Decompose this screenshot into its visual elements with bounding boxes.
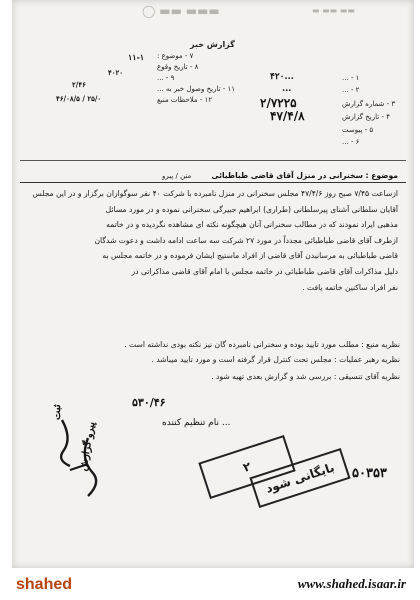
signature-line: نام تنظیم کننده ...	[162, 418, 231, 428]
archive-stamp: بایگانی شود	[249, 448, 350, 508]
document-page	[12, 0, 414, 568]
header-left-row: ۱۱ - تاریخ وصول خبر به ...	[157, 85, 236, 93]
header-right-value: ۴۲۰...	[270, 72, 294, 82]
report-date: ۴۷/۴/۸	[270, 109, 305, 123]
operations-opinion: نظریه رهبر عملیات : مجلس تحت کنترل قرار گرفته است و مورد تایید میباشد .	[151, 355, 400, 364]
body-line: مذهبی ایراد نمودند که در مطالب سخنرانی آنان هیچگونه نکته ای مشاهده نگردیده و در خاتمه	[106, 220, 398, 230]
header-divider	[20, 160, 406, 161]
header-left-row: ۷ - موضوع :	[157, 52, 194, 60]
margin-note: پیرو گزارش	[78, 421, 98, 472]
shahed-url[interactable]: www.shahed.isaar.ir	[297, 576, 406, 591]
faint-letterhead: ◯ ▬▬ ▬▬▬	[142, 4, 220, 18]
left-code-1: ۱۱-۱	[128, 52, 145, 62]
header-left-row: ۹ - ...	[157, 74, 175, 82]
shahed-logo: shahed	[16, 576, 73, 593]
left-code-2: ۴۰۲۰	[108, 68, 124, 77]
source-opinion: نظریه منبع : مطلب مورد تایید بوده و سخنرانی نامبرده گان نیز نکته بودی نداشته است .	[124, 340, 400, 349]
report-number: ۲/۷۲۲۵	[260, 96, 297, 110]
subject-tag: متن / پیرو	[162, 172, 192, 180]
header-right-label: ۲ - ...	[342, 86, 360, 94]
header-handwritten-date: ۴۶/۰۸/۵ / ۲۵/۰	[56, 94, 102, 103]
body-line: دلیل مذاکرات آقای قاضی طباطبائی در خاتمه مجلس با امام آقای قاضی مذاکراتی در	[131, 266, 398, 276]
header-right-label: ۱ - ...	[342, 74, 360, 82]
subject-divider	[20, 182, 406, 183]
header-left-row: ۱۲ - ملاحظات منبع	[157, 96, 213, 104]
header-right-label: ۴ - تاریخ گزارش	[342, 113, 390, 121]
body-line: قاضی طباطبائی به مرسانیدن آقای قاضی از افراد ماستیج ایشان فرموده و در خاتمه مجلس به	[102, 251, 398, 261]
header-right-label: ۵ - پیوست	[342, 126, 374, 134]
header-right-label: ۳ - شماره گزارش	[342, 100, 396, 108]
form-title: گزارش خبر	[190, 40, 235, 49]
margin-note: ثبت	[52, 404, 63, 420]
reviewer-opinion: نظریه آقای تنسیقی : بررسی شد و گزارش بعدی تهیه شود .	[211, 372, 400, 381]
body-line: نفر افراد ساکنین خاتمه یافت .	[302, 282, 398, 292]
header-left-row: ۸ - تاریخ وقوع	[157, 63, 199, 71]
body-line: ازساعت ۷/۴۵ صبح روز ۴۷/۴/۶ مجلس سخنرانی در منزل نامبرده با شرکت ۴۰ نفر سوگواران برگزار و در این مجلس	[32, 189, 398, 198]
left-code-3: ۲/۴۶	[72, 80, 86, 89]
subject-line: موضوع : سخنرانی در منزل آقای قاضی طباطبائی	[211, 171, 398, 180]
report-body	[26, 186, 398, 295]
header-right-label: ۶ - ...	[342, 138, 360, 146]
body-line: آقایان سلطانی آشنای پیرسلطانی (طراری) ابراهیم جبیرگی سخنرانی نموده و در مورد مسائل	[105, 204, 398, 214]
side-code: ۵۰۳۵۳	[352, 466, 387, 481]
header-right-value: ...	[282, 84, 292, 94]
faint-letterhead-right: ▬ ▬▬ ▬▬	[312, 6, 355, 15]
sheet-number: ۲	[241, 459, 253, 475]
body-line: ازطرف آقای قاضی طباطبائی مجدداً در مورد ۲۷ شرکت سه ساعت ادامه داشت و دعوت شدگان	[94, 235, 398, 245]
handwritten-number: ۵۳۰/۴۶	[132, 396, 166, 409]
